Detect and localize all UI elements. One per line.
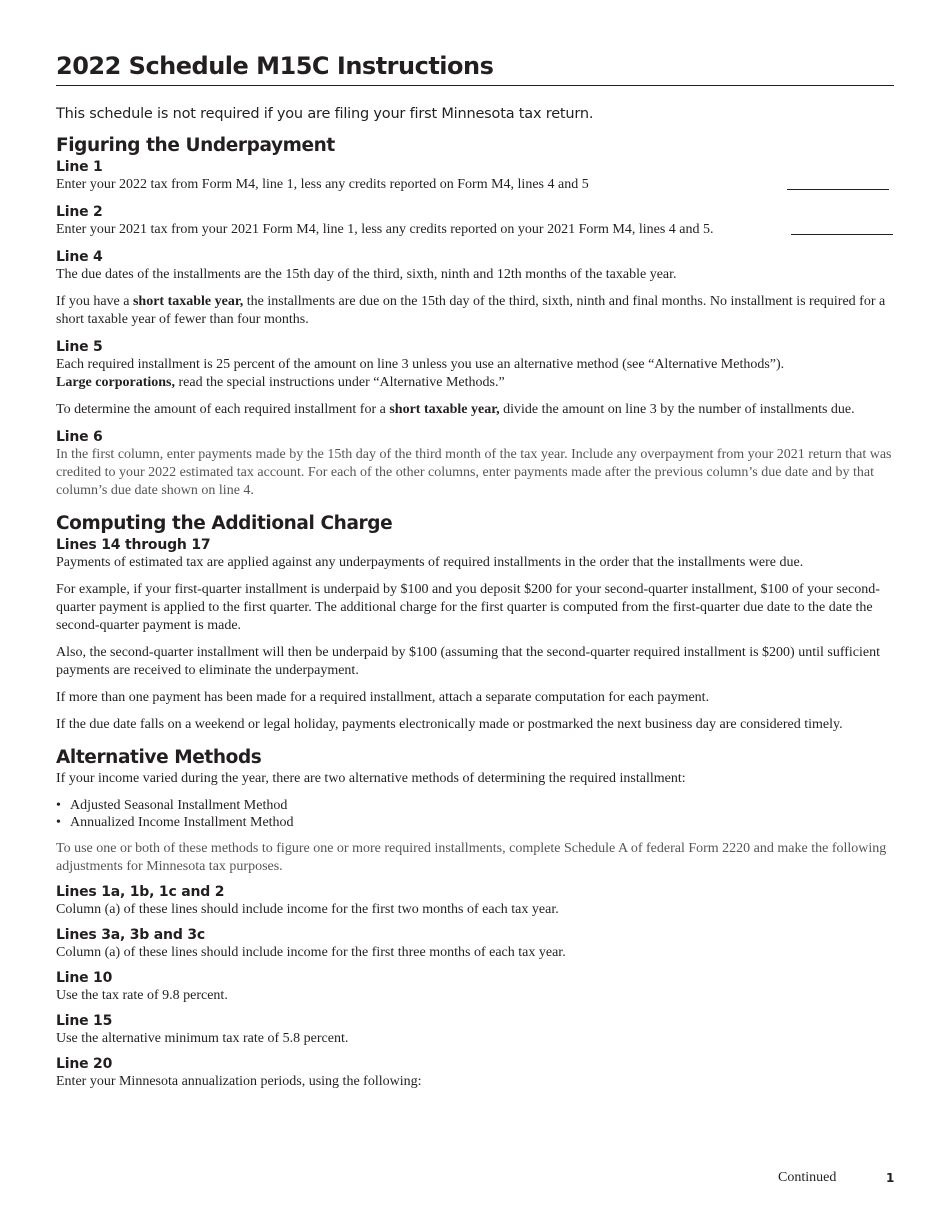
alternative-paragraph-2: To use one or both of these methods to figure one or more required installments, complete Schedule A of federal Form 2220 and make the following adjustments for Minnesota tax purposes.	[56, 841, 887, 874]
line-10-text: Use the tax rate of 9.8 percent.	[56, 988, 228, 1003]
intro-text: This schedule is not required if you are filing your first Minnesota tax return.	[56, 106, 594, 122]
line-1-text: Enter your 2022 tax from Form M4, line 1, less any credits reported on Form M4, lines 4 and 5	[56, 177, 589, 192]
line-5-p2-end: divide the amount on line 3 by the number of installments due.	[499, 402, 855, 417]
lines-14-17-label: Lines 14 through 17	[56, 537, 211, 553]
line-1-label: Line 1	[56, 159, 103, 175]
line-20-label: Line 20	[56, 1056, 113, 1072]
line-5-paragraph-1	[56, 356, 894, 392]
line-5-p1-rest: read the special instructions under “Alternative Methods.”	[174, 375, 505, 390]
computing-paragraph-3: Also, the second-quarter installment will then be underpaid by $100 (assuming that the second-quarter required installment is $200) until sufficient payments are received to eliminate the underpayment.	[56, 645, 880, 678]
line-5-p1-text: Each required installment is 25 percent of the amount on line 3 unless you use an alternative method (see “Alternative Methods”).	[56, 357, 785, 372]
section-heading-figuring: Figuring the Underpayment	[56, 135, 335, 156]
line-15-text: Use the alternative minimum tax rate of 5.8 percent.	[56, 1031, 349, 1046]
document-page	[56, 0, 894, 1091]
line-2-label: Line 2	[56, 204, 103, 220]
line-5-paragraph-2	[56, 401, 894, 419]
line-4-paragraph-1: The due dates of the installments are the 15th day of the third, sixth, ninth and 12th months of the taxable year.	[56, 267, 677, 282]
line-5-p2-start: To determine the amount of each required installment for a	[56, 402, 390, 417]
lines-1a-text: Column (a) of these lines should include income for the first two months of each tax year.	[56, 902, 559, 917]
line-5-p1-bold: Large corporations,	[56, 375, 175, 390]
line-2-row	[56, 221, 894, 239]
line-15-label: Line 15	[56, 1013, 113, 1029]
line-5-label: Line 5	[56, 339, 103, 355]
section-heading-computing: Computing the Additional Charge	[56, 513, 393, 534]
line-2-blank	[791, 234, 893, 235]
line-4-p2-end: the installments are due on the 15th day of the third, sixth, ninth and final months. No installment is required for a short taxable year of fewer than four months.	[56, 294, 886, 327]
page-number: 1	[886, 1171, 895, 1185]
computing-paragraph-5: If the due date falls on a weekend or legal holiday, payments electronically made or postmarked the next business day are considered timely.	[56, 717, 843, 732]
line-20-text: Enter your Minnesota annualization periods, using the following:	[56, 1074, 422, 1089]
computing-paragraph-4: If more than one payment has been made for a required installment, attach a separate computation for each payment.	[56, 690, 710, 705]
list-item: • Adjusted Seasonal Installment Method	[56, 797, 894, 814]
line-2-text: Enter your 2021 tax from your 2021 Form M4, line 1, less any credits reported on your 2021 Form M4, lines 4 and 5.	[56, 222, 714, 237]
line-10-label: Line 10	[56, 970, 113, 986]
section-heading-alternative: Alternative Methods	[56, 747, 262, 768]
continued-label: Continued	[778, 1170, 837, 1185]
computing-paragraph-1: Payments of estimated tax are applied against any underpayments of required installments in the order that the installments were due.	[56, 555, 804, 570]
alternative-methods-list	[56, 797, 894, 831]
computing-paragraph-2: For example, if your first-quarter installment is underpaid by $100 and you deposit $200 for your second-quarter installment, $100 of your second-quarter payment is applied to the first quarter. The additional charge for the first quarter is computed from the first-quarter due date to the date the second-quarter payment is made.	[56, 582, 880, 633]
lines-3a-label: Lines 3a, 3b and 3c	[56, 927, 205, 943]
list-item: • Annualized Income Installment Method	[56, 814, 894, 831]
line-1-blank	[787, 189, 889, 190]
line-5-p2-bold: short taxable year,	[389, 402, 500, 417]
lines-3a-text: Column (a) of these lines should include income for the first three months of each tax year.	[56, 945, 566, 960]
line-4-label: Line 4	[56, 249, 103, 265]
line-4-p2-bold: short taxable year,	[132, 294, 244, 309]
line-4-p2-start: If you have a	[56, 294, 133, 309]
line-6-text: In the first column, enter payments made by the 15th day of the third month of the tax year. Include any overpayment from your 2021 return that was credited to your 2022 estimated tax account. For each of the other columns, enter payments made after the previous column’s due date and by that column’s due date shown on line 4.	[56, 447, 892, 498]
page-title: 2022 Schedule M15C Instructions	[56, 0, 894, 86]
lines-1a-label: Lines 1a, 1b, 1c and 2	[56, 884, 225, 900]
line-1-row	[56, 176, 894, 194]
line-4-paragraph-2	[56, 293, 894, 329]
line-6-label: Line 6	[56, 429, 103, 445]
alternative-paragraph-1: If your income varied during the year, there are two alternative methods of determining the required installment:	[56, 771, 686, 786]
